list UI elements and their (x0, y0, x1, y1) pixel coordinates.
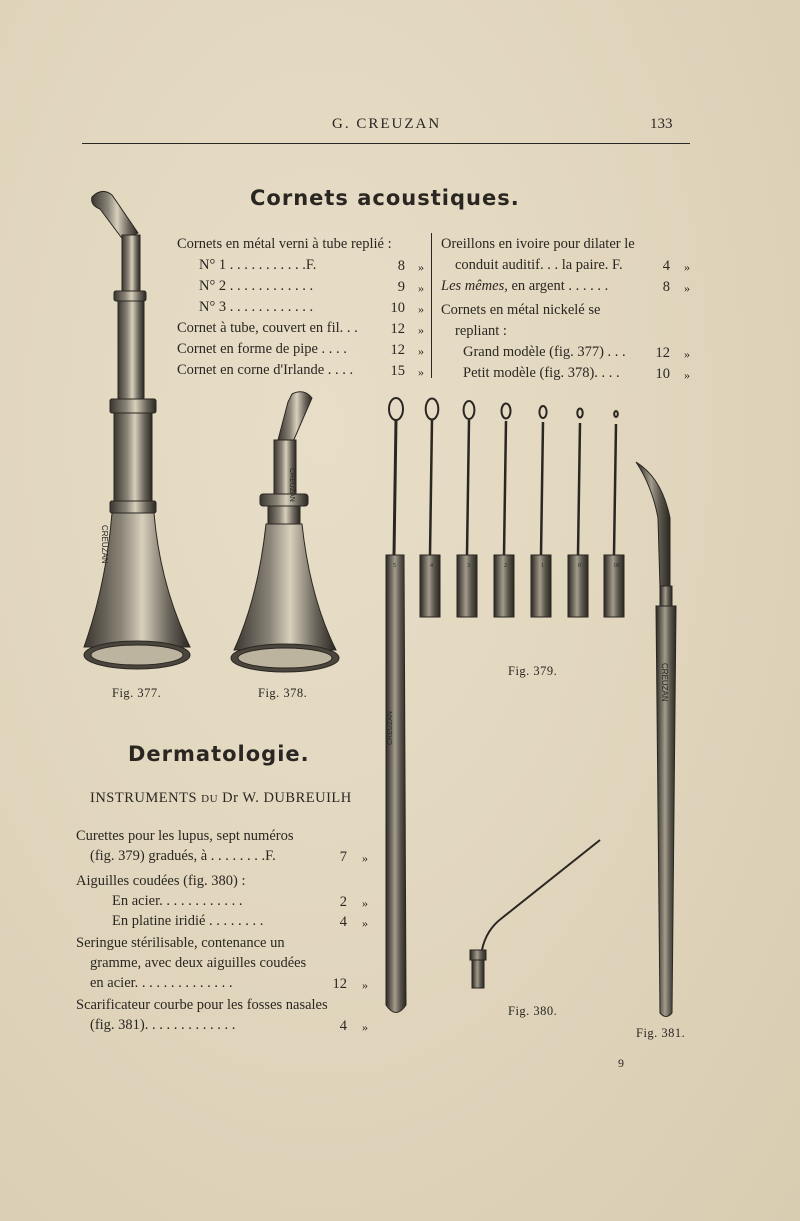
curette-loop (539, 406, 546, 418)
cornets-right-price: 4 (662, 258, 670, 274)
curette-loop (426, 399, 439, 420)
cornets-right-line (441, 300, 600, 321)
cornet-small-illustration (228, 388, 343, 683)
cornets-right-line (441, 234, 635, 255)
cornets-right-line (441, 276, 608, 297)
cornets-right-text: en argent . . . . . . (507, 278, 609, 294)
cornets-left-price: 12 (390, 342, 405, 358)
cornets-right-text: Oreillons en ivoire pour dilater le (441, 236, 635, 252)
page-number: 133 (650, 116, 673, 132)
dermatologie-price: 4 (339, 914, 347, 930)
curette-number-1: 4 (430, 563, 433, 569)
cornets-left-line: N° 3 . . . . . . . . . . . . (199, 299, 314, 315)
curette-number-5: 0 (578, 563, 581, 569)
cornet-large-illustration (80, 185, 195, 685)
cornets-right-text: Cornets en métal nickelé se (441, 302, 601, 318)
cornets-left-line: Cornet en forme de pipe . . . . (177, 341, 347, 357)
column-divider (431, 233, 432, 378)
cornets-right-text: Petit modèle (fig. 378). . . . (463, 365, 620, 381)
dermatologie-line: (fig. 379) gradués, à . . . . . . . .F. (90, 848, 276, 864)
dermatologie-line: (fig. 381). . . . . . . . . . . . . (90, 1017, 236, 1033)
cornets-left-price: 10 (390, 300, 405, 316)
curette-shaft (430, 419, 432, 555)
caption-fig-377: Fig. 377. (112, 686, 162, 700)
cornets-left-line: Cornet à tube, couvert en fil. . . (177, 320, 358, 336)
cornets-left-price: 15 (390, 363, 405, 379)
cornets-left-mark: » (418, 344, 424, 358)
cornets-left-line: N° 1 . . . . . . . . . . .F. (199, 257, 317, 273)
scarificator-illustration (632, 458, 682, 1023)
dermatologie-price: 12 (332, 976, 347, 992)
caption-fig-381: Fig. 381. (636, 1026, 686, 1040)
dermatologie-mark: » (362, 896, 368, 910)
running-title: G. CREUZAN (332, 116, 442, 132)
cornets-right-price: 12 (655, 345, 670, 361)
signature-mark: 9 (618, 1056, 624, 1070)
curette-shaft (541, 422, 543, 555)
cornets-left-price: 9 (397, 279, 405, 295)
cornets-right-mark: » (684, 260, 690, 274)
dermatologie-mark: » (362, 916, 368, 930)
subtitle-dr: Dr (222, 790, 239, 806)
dermatologie-line: Seringue stérilisable, contenance un (76, 935, 285, 951)
cornets-left-price: 8 (397, 258, 405, 274)
cornets-left-line: Cornet en corne d'Irlande . . . . (177, 362, 354, 378)
curette-shaft (467, 420, 469, 555)
cornets-left-mark: » (418, 281, 424, 295)
curette-number-3: 2 (504, 563, 507, 569)
curette-number-2: 3 (467, 563, 470, 569)
curette-number-6: 00 (614, 563, 620, 569)
dermatologie-line: Aiguilles coudées (fig. 380) : (76, 873, 246, 889)
cornets-left-mark: » (418, 260, 424, 274)
cornets-left-mark: » (418, 365, 424, 379)
instruments-subtitle (90, 790, 352, 807)
cornets-right-text: conduit auditif. . . la paire. F. (455, 257, 623, 273)
subtitle-name: W. DUBREUILH (242, 790, 352, 806)
cornets-right-line (455, 255, 623, 276)
cornet-small-engraving: CREUZAN (288, 468, 295, 502)
cornets-left-line: Cornets en métal verni à tube replié : (177, 236, 392, 252)
caption-fig-378: Fig. 378. (258, 686, 308, 700)
cornets-right-mark: » (684, 347, 690, 361)
curette-loop (614, 411, 618, 417)
curette-engraving: CREUZAN (387, 711, 394, 745)
dermatologie-price: 2 (339, 894, 347, 910)
dermatologie-line: Curettes pour les lupus, sept numéros (76, 828, 294, 844)
cornets-right-line (463, 342, 626, 363)
dermatologie-mark: » (362, 851, 368, 865)
curette-shaft (504, 421, 506, 555)
dermatologie-price: 4 (339, 1018, 347, 1034)
cornets-right-line (455, 321, 507, 342)
subtitle-instruments: INSTRUMENTS (90, 790, 198, 806)
dermatologie-line: en acier. . . . . . . . . . . . . . (90, 975, 233, 991)
dermatologie-line: Scarificateur courbe pour les fosses nasales (76, 997, 328, 1013)
cornets-left-mark: » (418, 302, 424, 316)
header-rule (82, 143, 690, 144)
curette-number-0: 5 (393, 563, 396, 569)
cornets-left-line: N° 2 . . . . . . . . . . . . (199, 278, 314, 294)
cornets-right-italic: Les mêmes, (441, 278, 508, 294)
cornets-right-text: repliant : (455, 323, 507, 339)
dermatologie-line: En acier. . . . . . . . . . . . (112, 893, 243, 909)
curette-loop (502, 404, 511, 419)
cornets-right-mark: » (684, 281, 690, 295)
curette-shaft (614, 424, 616, 555)
cornets-right-mark: » (684, 368, 690, 382)
cornets-left-price: 12 (390, 321, 405, 337)
section-title-dermatologie: Dermatologie. (128, 742, 310, 766)
dermatologie-line: gramme, avec deux aiguilles coudées (90, 955, 307, 971)
dermatologie-price: 7 (339, 849, 347, 865)
cornets-right-line (463, 363, 620, 384)
section-title-cornets: Cornets acoustiques. (250, 186, 520, 210)
scarificator-engraving: CREUZAN (660, 663, 669, 702)
subtitle-du: DU (201, 793, 219, 805)
curette-number-4: 1 (541, 563, 544, 569)
cornets-right-text: Grand modèle (fig. 377) . . . (463, 344, 626, 360)
cornet-large-engraving: CREUZAN (100, 525, 109, 564)
caption-fig-380: Fig. 380. (508, 1004, 558, 1018)
dermatologie-mark: » (362, 978, 368, 992)
curette-loop (464, 401, 475, 419)
dermatologie-mark: » (362, 1020, 368, 1034)
cornets-right-price: 10 (655, 366, 670, 382)
curette-loop (577, 409, 582, 418)
needle-illustration (462, 838, 607, 998)
curette-shaft (578, 423, 580, 555)
caption-fig-379: Fig. 379. (508, 664, 558, 678)
cornets-right-price: 8 (662, 279, 670, 295)
dermatologie-line: En platine iridié . . . . . . . . (112, 913, 264, 929)
cornets-left-mark: » (418, 323, 424, 337)
